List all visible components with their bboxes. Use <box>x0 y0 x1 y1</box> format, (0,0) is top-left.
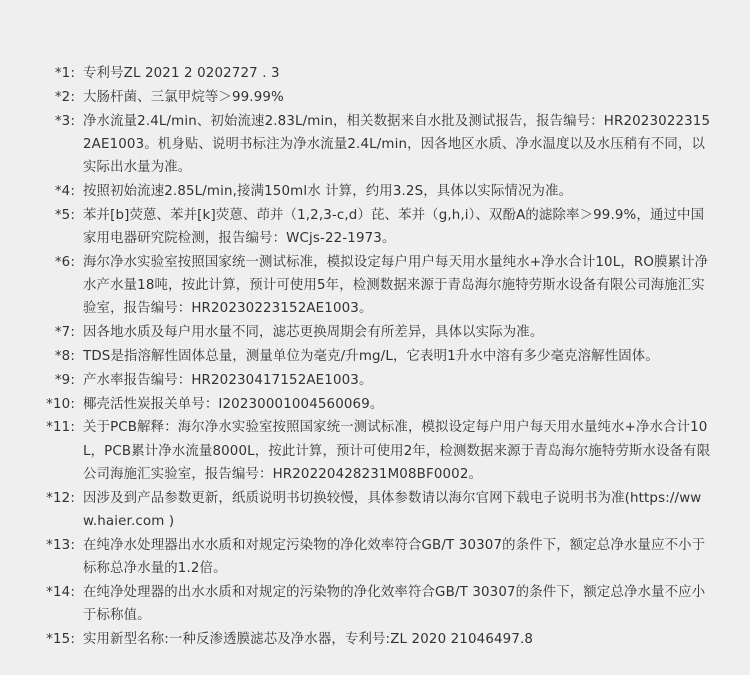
footnote-number: *5: <box>54 207 75 223</box>
footnote-number: *10: <box>46 396 75 412</box>
footnote-text: 海尔净水实验室按照国家统一测试标准，模拟设定每户用户每天用水量纯水+净水合计10L，RO膜累计净水产水量18吨，按此计算，预计可使用5年，检测数据来源于青岛海尔施特劳斯水设备有限公司海施汇实验室，报告编号：HR20230223152AE1003。 <box>83 254 709 317</box>
footnote-10 <box>0 393 750 416</box>
footnote-text: TDS是指溶解性固体总量，测量单位为毫克/升mg/L，它表明1升水中溶有多少毫克溶解性固体。 <box>83 349 659 365</box>
footnote-text: 因涉及到产品参数更新，纸质说明书切换较慢，具体参数请以海尔官网下载电子说明书为准(https://www.haier.com ) <box>83 490 702 530</box>
footnote-15 <box>0 628 750 651</box>
footnote-number: *6: <box>54 254 75 270</box>
footnote-text: 按照初始流速2.85L/min,接满150ml水 计算，约用3.2S，具体以实际情况为准。 <box>83 183 573 199</box>
footnote-text: 因各地水质及每户用水量不同，滤芯更换周期会有所差异，具体以实际为准。 <box>83 325 544 341</box>
footnote-5 <box>0 204 750 251</box>
footnote-number: *14: <box>46 585 75 601</box>
footnote-6 <box>0 251 750 321</box>
footnote-11 <box>0 416 750 486</box>
footnote-number: *15: <box>46 632 75 648</box>
footnote-4 <box>0 180 750 203</box>
footnote-number: *3: <box>54 113 75 129</box>
footnote-1 <box>0 62 750 85</box>
footnote-text: 苯并[b]荧蒽、苯并[k]荧蒽、茚并（1,2,3-c,d）芘、苯并（g,h,i）、双酚A的滤除率＞99.9%，通过中国家用电器研究院检测，报告编号：WCjs-22-1973。 <box>83 207 705 247</box>
footnote-number: *2: <box>54 89 75 105</box>
footnote-number: *7: <box>54 325 75 341</box>
footnote-text: 关于PCB解释：海尔净水实验室按照国家统一测试标准，模拟设定每户用户每天用水量纯水+净水合计10L，PCB累计净水流量8000L，按此计算，预计可使用2年，检测数据来源于青岛海尔施特劳斯水设备有限公司海施汇实验室，报告编号：HR20220428231M08BF0002。 <box>83 420 711 483</box>
footnote-number: *1: <box>54 66 75 81</box>
footnote-text: 净水流量2.4L/min、初始流速2.83L/min，相关数据来自水批及测试报告，报告编号：HR20230223152AE1003。机身贴、说明书标注为净水流量2.4L/min，因各地区水质、净水温度以及水压稍有不同，以实际出水量为准。 <box>83 113 711 176</box>
footnote-text: 产水率报告编号：HR20230417152AE1003。 <box>83 372 373 388</box>
footnote-number: *11: <box>46 420 75 436</box>
footnote-text: 大肠杆菌、三氯甲烷等＞99.99% <box>83 89 284 105</box>
footnote-14 <box>0 581 750 628</box>
footnote-3 <box>0 110 750 180</box>
footnote-number: *13: <box>46 537 75 553</box>
footnote-8 <box>0 345 750 368</box>
footnote-text: 专利号ZL 2021 2 0202727 . 3 <box>83 66 280 81</box>
footnote-2 <box>0 86 750 109</box>
footnote-12 <box>0 487 750 534</box>
footnote-number: *12: <box>46 490 75 506</box>
footnote-number: *4: <box>54 183 75 199</box>
footnote-text: 椰壳活性炭报关单号：I20230001004560069。 <box>83 396 384 412</box>
footnote-13 <box>0 534 750 581</box>
footnote-9 <box>0 369 750 392</box>
footnote-text: 在纯净处理器的出水水质和对规定的污染物的净化效率符合GB/T 30307的条件下，额定总净水量不应小于标称值。 <box>83 585 706 624</box>
footnote-text: 实用新型名称:一种反渗透膜滤芯及净水器，专利号:ZL 2020 21046497.8 <box>83 632 534 648</box>
footnote-text: 在纯净水处理器出水水质和对规定污染物的净化效率符合GB/T 30307的条件下，额定总净水量应不小于标称总净水量的1.2倍。 <box>83 537 706 577</box>
footnote-number: *8: <box>54 349 75 365</box>
footnote-number: *9: <box>54 372 75 388</box>
footnote-7 <box>0 321 750 344</box>
